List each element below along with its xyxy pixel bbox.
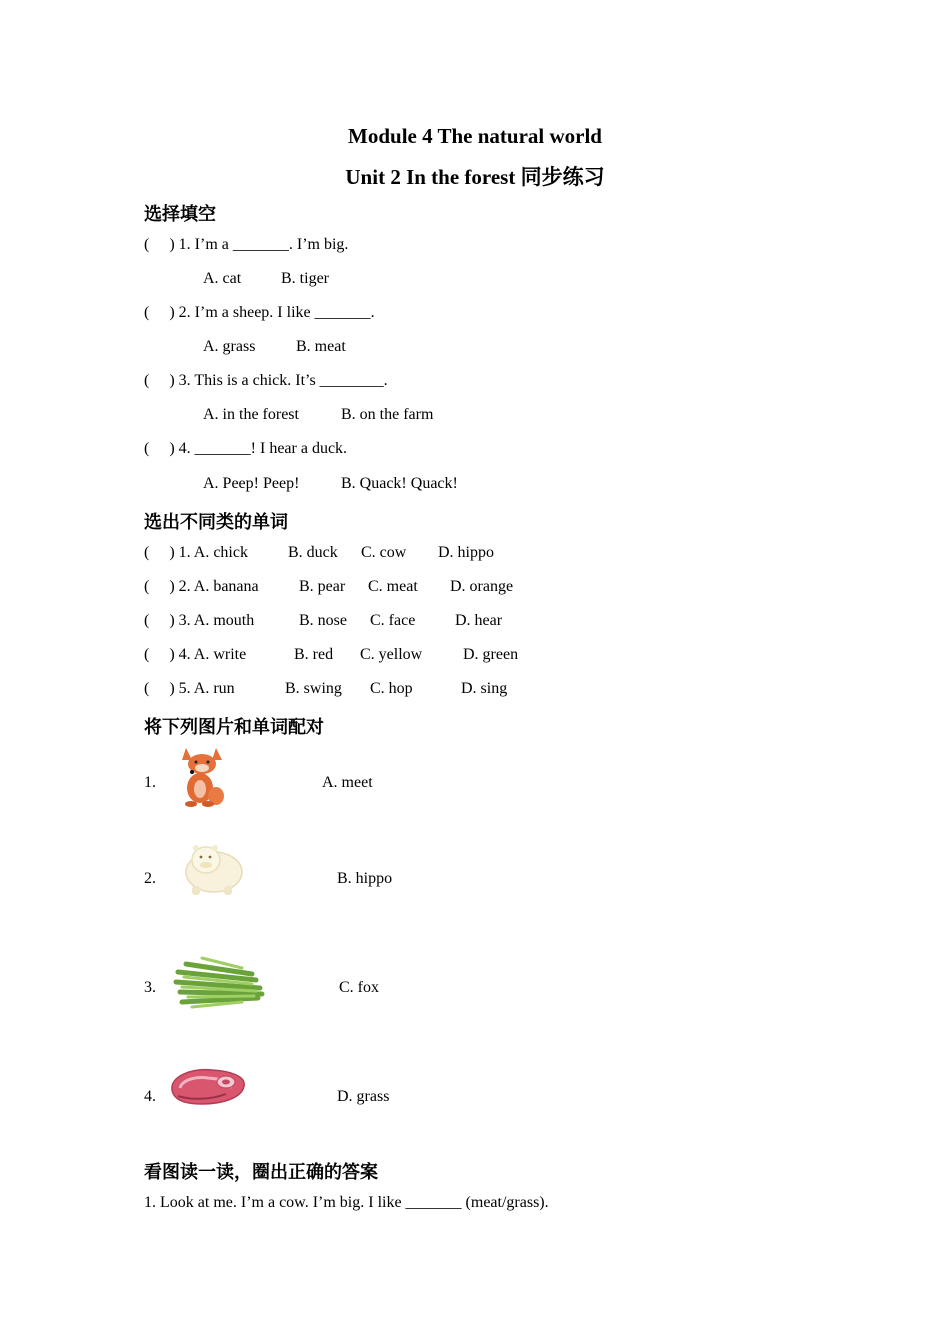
match-word: A. meet: [322, 774, 373, 791]
row-b: B. duck: [288, 544, 338, 561]
question-stem: ( ) 1. I’m a _______. I’m big.: [144, 236, 349, 253]
option-b: B. tiger: [281, 270, 329, 287]
match-word: C. fox: [339, 979, 379, 996]
row-d: D. hippo: [438, 544, 494, 561]
option-b: B. Quack! Quack!: [341, 475, 458, 492]
row-b: B. swing: [285, 680, 342, 697]
question-stem: ( ) 4. _______! I hear a duck.: [144, 440, 348, 457]
row-c: C. face: [370, 612, 416, 629]
match-number: 2.: [144, 870, 156, 887]
row-c: C. hop: [370, 680, 413, 697]
row-d: D. hear: [455, 612, 503, 629]
page-subtitle: Unit 2 In the forest 同步练习: [345, 165, 605, 189]
option-a: A. in the forest: [203, 406, 299, 423]
match-number: 1.: [144, 774, 156, 791]
option-a: A. Peep! Peep!: [203, 475, 300, 492]
row-c: C. yellow: [360, 646, 423, 663]
match-word: D. grass: [337, 1088, 390, 1105]
grass-picture: [172, 950, 266, 1016]
row-a: ( ) 2. A. banana: [144, 578, 259, 595]
section-heading-fill-blank: 选择填空: [144, 204, 216, 225]
row-a: ( ) 1. A. chick: [144, 544, 248, 561]
row-a: ( ) 5. A. run: [144, 680, 235, 697]
section-heading-read-and-circle: 看图读一读，圈出正确的答案: [144, 1162, 378, 1183]
meat-picture: [166, 1062, 248, 1110]
section-heading-odd-one-out: 选出不同类的单词: [144, 512, 288, 533]
row-d: D. sing: [461, 680, 508, 697]
row-d: D. orange: [450, 578, 514, 595]
match-word: B. hippo: [337, 870, 393, 887]
option-a: A. cat: [203, 270, 242, 287]
question-stem: ( ) 3. This is a chick. It’s ________.: [144, 372, 388, 389]
row-d: D. green: [463, 646, 519, 663]
page-title: Module 4 The natural world: [348, 124, 602, 148]
row-a: ( ) 4. A. write: [144, 646, 247, 663]
hippo-picture: [180, 838, 246, 898]
row-a: ( ) 3. A. mouth: [144, 612, 255, 629]
fox-picture: [176, 744, 230, 810]
row-c: C. cow: [361, 544, 407, 561]
section-heading-match: 将下列图片和单词配对: [144, 717, 324, 738]
option-a: A. grass: [203, 338, 256, 355]
match-number: 3.: [144, 979, 156, 996]
match-number: 4.: [144, 1088, 156, 1105]
question-stem: ( ) 2. I’m a sheep. I like _______.: [144, 304, 375, 321]
row-b: B. pear: [299, 578, 346, 595]
read-question: 1. Look at me. I’m a cow. I’m big. I like _______ (meat/grass).: [144, 1194, 549, 1211]
row-b: B. red: [294, 646, 334, 663]
row-b: B. nose: [299, 612, 347, 629]
row-c: C. meat: [368, 578, 418, 595]
option-b: B. meat: [296, 338, 346, 355]
option-b: B. on the farm: [341, 406, 434, 423]
